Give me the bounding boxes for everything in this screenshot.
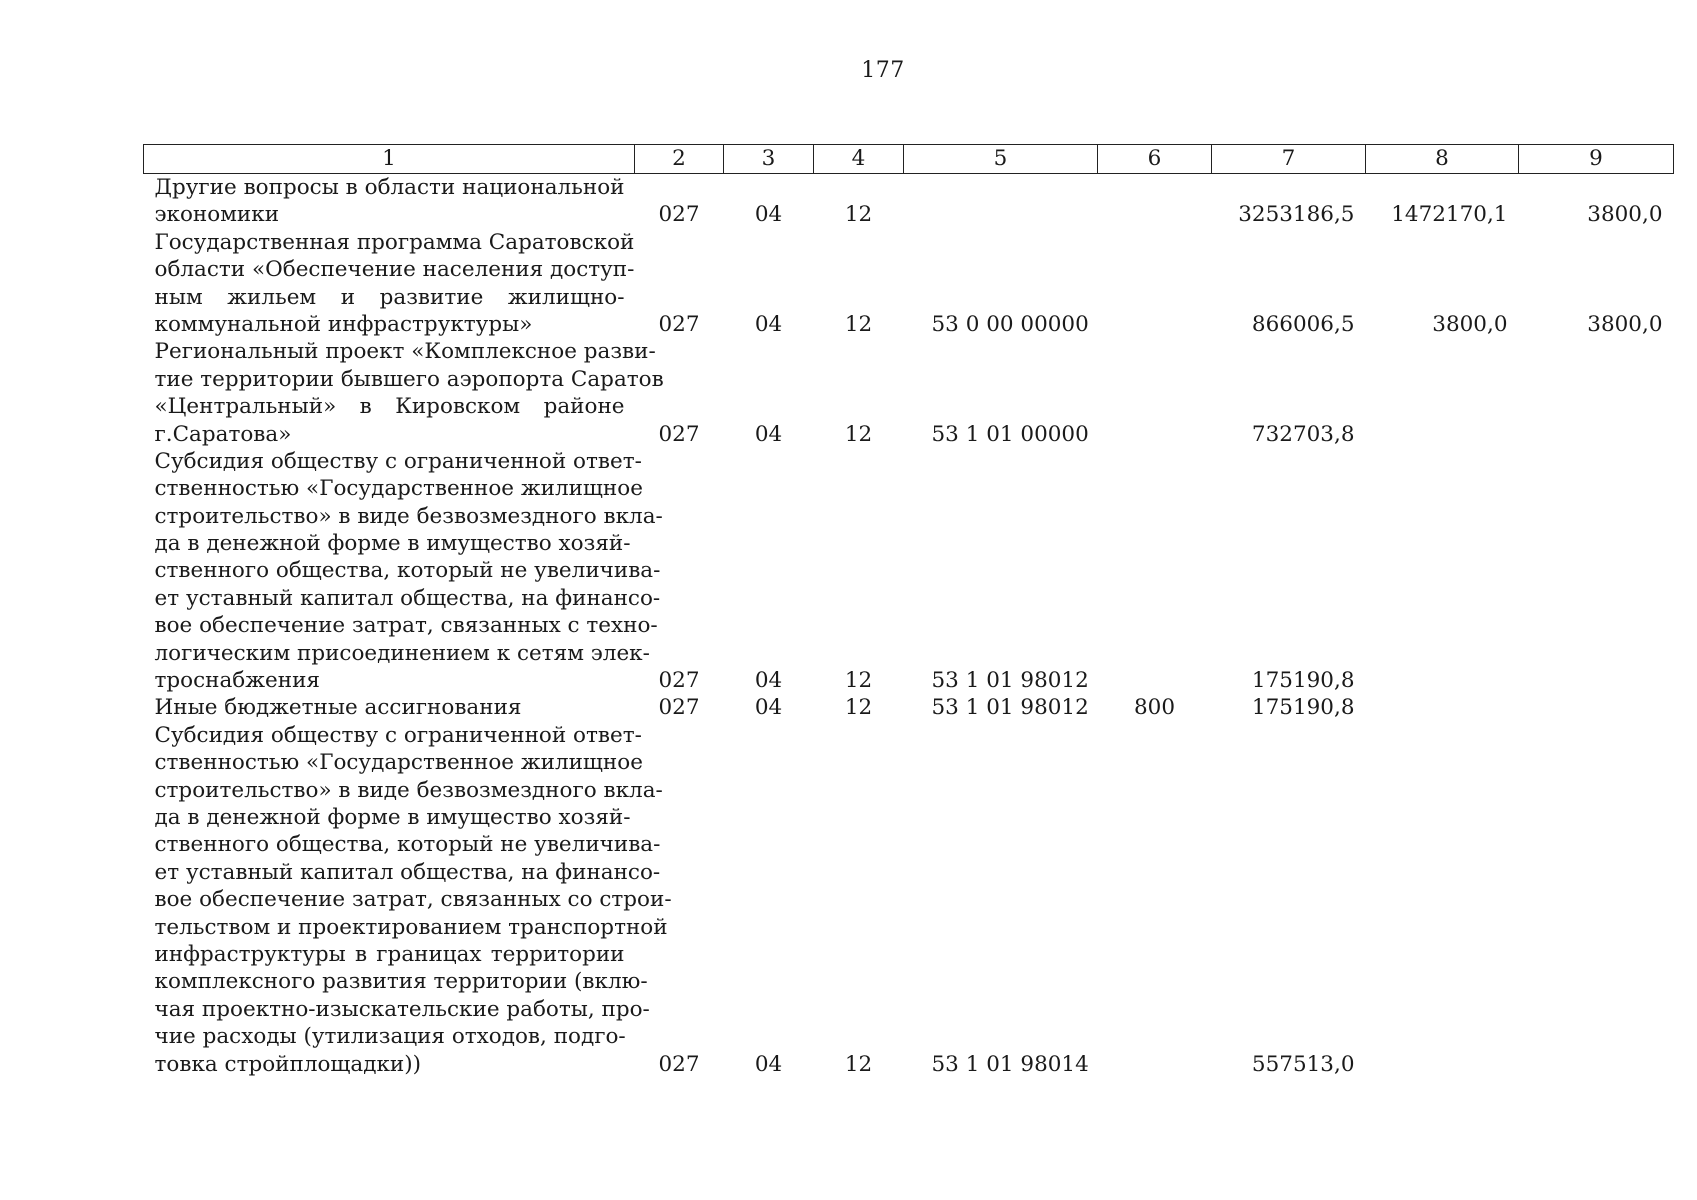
cell-section: 04 [754,695,783,721]
cell-amount-8: 3800,0 [1432,311,1508,337]
header-cell: 5 [904,145,1098,174]
cell-amount-7: 175190,8 [1251,668,1355,694]
description-line: ет уставный капитал общества, на финансо- [154,585,661,611]
header-cell: 7 [1212,145,1366,174]
cell-amount-7: 3253186,5 [1238,202,1355,228]
cell-ministry: 027 [658,421,700,447]
description-line: ным жильем и развитие жилищно- [154,284,625,310]
cell-expense-type: 800 [1133,695,1176,721]
table-row [144,229,1674,339]
cell-amount-8 [1366,338,1519,448]
cell-amount-7: 175190,8 [1251,695,1355,721]
cell-subsection: 12 [844,311,873,337]
cell-ministry: 027 [658,202,700,228]
cell-section: 04 [754,668,783,694]
cell-amount-8: 1472170,1 [1391,202,1508,228]
row-description [144,694,635,721]
description-line: ственностью «Государственное жилищное [154,750,643,776]
description-line: да в денежной форме в имущество хозяй- [154,805,631,830]
cell-target-article: 53 1 01 98014 [931,1051,1089,1077]
cell-target-article: 53 1 01 98012 [931,695,1089,721]
cell-subsection: 12 [844,202,873,228]
cell-amount-9 [1519,722,1674,1078]
cell-subsection: 12 [844,421,873,447]
description-line: комплексного развития территории (вклю- [154,969,648,995]
cell-expense-type [1098,338,1212,448]
cell-amount-9 [1519,448,1674,695]
description-line: троснабжения [154,668,320,694]
description-line: Государственная программа Саратовской [154,229,635,255]
description-line: да в денежной форме в имущество хозяй- [154,531,631,557]
description-line: экономики [154,202,280,228]
description-line: инфраструктуры в границах территории [154,941,625,967]
table-row [144,174,1674,229]
cell-expense-type [1098,174,1212,229]
table-row [144,722,1674,1078]
row-description [144,174,635,229]
row-description [144,722,672,1078]
cell-subsection: 12 [844,668,873,694]
description-line: тельством и проектированием транспортной [154,914,668,940]
cell-target-article: 53 1 01 98012 [931,668,1089,694]
cell-amount-9: 3800,0 [1587,202,1663,228]
cell-target-article [904,174,1098,229]
cell-amount-9: 3800,0 [1587,311,1663,337]
row-description [144,338,664,448]
description-line: строительство» в виде безвозмездного вкла- [154,503,663,529]
table-row [144,338,1674,448]
header-cell: 8 [1366,145,1519,174]
header-row [144,145,1674,174]
description-line: строительство» в виде безвозмездного вкла- [154,777,663,803]
header-cell: 9 [1519,145,1674,174]
header-cell: 6 [1098,145,1212,174]
description-line: товка стройплощадки)) [154,1051,422,1077]
description-line: Субсидия обществу с ограниченной ответ- [154,722,642,748]
cell-target-article: 53 0 00 00000 [931,311,1089,337]
description-line: области «Обеспечение населения доступ- [154,257,635,283]
header-cell: 4 [814,145,904,174]
cell-section: 04 [754,1051,783,1077]
table-row [144,694,1674,721]
cell-expense-type [1098,722,1212,1078]
cell-ministry: 027 [658,1051,700,1077]
cell-section: 04 [754,421,783,447]
description-line: Региональный проект «Комплексное разви- [154,339,656,365]
description-line: чая проектно-изыскательские работы, про- [154,996,650,1022]
cell-subsection: 12 [844,695,873,721]
page-number: 177 [861,58,905,83]
cell-amount-8 [1366,722,1519,1078]
row-description [144,229,635,339]
cell-section: 04 [754,202,783,228]
cell-amount-7: 732703,8 [1251,421,1355,447]
header-cell: 1 [144,145,635,174]
cell-amount-7: 557513,0 [1251,1051,1355,1077]
cell-amount-8 [1366,448,1519,695]
description-line: ет уставный капитал общества, на финансо- [154,859,661,885]
cell-section: 04 [754,311,783,337]
description-line: г.Саратова» [154,421,292,447]
cell-amount-7: 866006,5 [1251,311,1355,337]
header-cell: 3 [724,145,814,174]
description-line: «Центральный» в Кировском районе [154,394,625,420]
budget-table [143,144,1674,1078]
description-line: Другие вопросы в области национальной [154,175,625,200]
description-line: ственностью «Государственное жилищное [154,476,643,502]
row-description [144,448,663,695]
cell-ministry: 027 [658,311,700,337]
description-line: коммунальной инфраструктуры» [154,311,533,337]
description-line: вое обеспечение затрат, связанных со строи- [154,887,672,913]
description-line: ственного общества, который не увеличива- [154,558,661,584]
table-body [144,174,1674,1078]
header-cell: 2 [635,145,724,174]
description-line: тие территории бывшего аэропорта Саратов [154,366,664,392]
cell-ministry: 027 [658,668,700,694]
description-line: Иные бюджетные ассигнования [154,695,522,721]
cell-amount-9 [1519,338,1674,448]
description-line: вое обеспечение затрат, связанных с техно- [154,613,658,639]
cell-ministry: 027 [658,695,700,721]
cell-amount-8 [1366,694,1519,721]
cell-target-article: 53 1 01 00000 [931,421,1089,447]
cell-amount-9 [1519,694,1674,721]
table-row [144,448,1674,695]
description-line: логическим присоединением к сетям элек- [154,640,650,666]
cell-subsection: 12 [844,1051,873,1077]
description-line: ственного общества, который не увеличива- [154,832,661,858]
cell-expense-type [1098,448,1212,695]
description-line: чие расходы (утилизация отходов, подго- [154,1024,626,1050]
cell-expense-type [1098,229,1212,339]
description-line: Субсидия обществу с ограниченной ответ- [154,448,642,474]
